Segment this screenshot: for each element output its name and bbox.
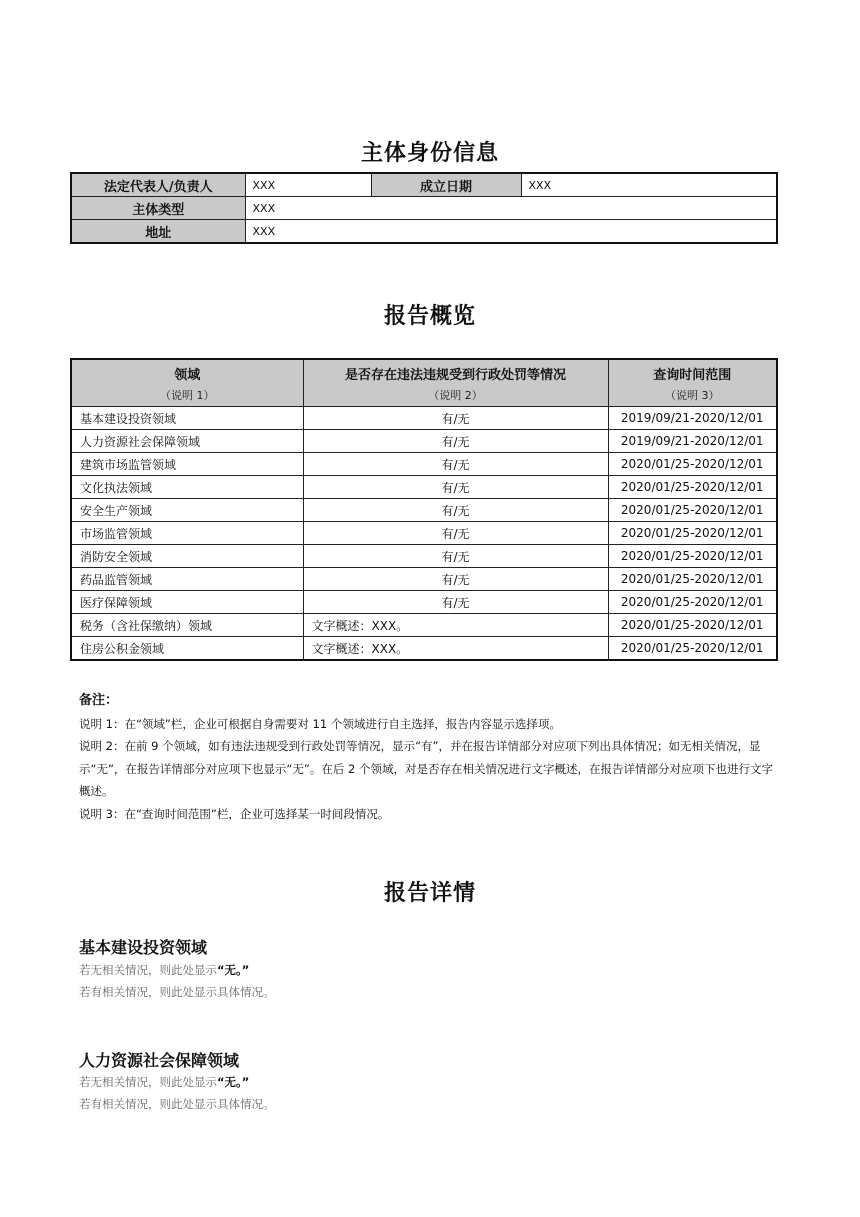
row-status: 有/无 <box>303 453 608 476</box>
notes-title: 备注： <box>79 693 119 708</box>
detail-section-title: 人力资源社会保障领域 <box>79 1051 240 1070</box>
row-status: 有/无 <box>303 499 608 522</box>
header-domain-sub: （说明 1） <box>160 388 215 402</box>
table-row <box>71 220 777 244</box>
row-range: 2020/01/25-2020/12/01 <box>608 476 777 499</box>
row-range: 2020/01/25-2020/12/01 <box>608 453 777 476</box>
header-domain <box>71 359 303 407</box>
row-status: 有/无 <box>303 430 608 453</box>
row-domain: 基本建设投资领域 <box>71 407 303 430</box>
row-domain: 建筑市场监管领域 <box>71 453 303 476</box>
detail-section-line <box>79 962 249 978</box>
row-domain: 人力资源社会保障领域 <box>71 430 303 453</box>
header-penalty-label: 是否存在违法违规受到行政处罚等情况 <box>344 367 566 383</box>
address-value: XXX <box>245 220 777 244</box>
detail-line-emph: “无。” <box>217 1075 250 1089</box>
row-status: 有/无 <box>303 407 608 430</box>
row-domain: 文化执法领域 <box>71 476 303 499</box>
row-range: 2020/01/25-2020/12/01 <box>608 614 777 637</box>
detail-line-prefix: 若无相关情况，则此处显示 <box>79 1075 217 1089</box>
detail-section-line: 若有相关情况，则此处显示具体情况。 <box>79 985 275 999</box>
row-domain: 市场监管领域 <box>71 522 303 545</box>
overview-title: 报告概览 <box>383 304 476 329</box>
legal-rep-value: XXX <box>245 173 371 197</box>
identity-table <box>70 172 778 244</box>
row-range: 2020/01/25-2020/12/01 <box>608 568 777 591</box>
table-row <box>71 591 777 614</box>
address-label: 地址 <box>71 220 245 244</box>
row-range: 2020/01/25-2020/12/01 <box>608 637 777 661</box>
row-domain: 安全生产领域 <box>71 499 303 522</box>
row-status: 有/无 <box>303 591 608 614</box>
table-row <box>71 545 777 568</box>
legal-rep-label: 法定代表人/负责人 <box>71 173 245 197</box>
row-status: 有/无 <box>303 568 608 591</box>
header-domain-label: 领域 <box>174 367 201 383</box>
note-1: 说明 1：在“领域”栏，企业可根据自身需要对 11 个领域进行自主选择，报告内容显示选择项。 <box>79 716 561 731</box>
notes-block <box>79 690 779 825</box>
details-title: 报告详情 <box>383 881 476 906</box>
row-range: 2019/09/21-2020/12/01 <box>608 407 777 430</box>
table-row <box>71 453 777 476</box>
row-domain: 药品监管领域 <box>71 568 303 591</box>
type-label: 主体类型 <box>71 197 245 220</box>
table-header-row <box>71 359 777 407</box>
row-range: 2020/01/25-2020/12/01 <box>608 522 777 545</box>
row-domain: 医疗保障领域 <box>71 591 303 614</box>
note-3: 说明 3：在“查询时间范围”栏，企业可选择某一时间段情况。 <box>79 806 390 821</box>
detail-line-emph: “无。” <box>217 963 250 977</box>
row-status: 有/无 <box>303 545 608 568</box>
identity-title: 主体身份信息 <box>360 141 499 166</box>
header-range <box>608 359 777 407</box>
table-row <box>71 499 777 522</box>
row-domain: 税务（含社保缴纳）领域 <box>71 614 303 637</box>
row-status: 有/无 <box>303 476 608 499</box>
row-domain: 住房公积金领域 <box>71 637 303 661</box>
table-row <box>71 407 777 430</box>
table-row <box>71 476 777 499</box>
row-range: 2019/09/21-2020/12/01 <box>608 430 777 453</box>
table-row <box>71 430 777 453</box>
header-range-label: 查询时间范围 <box>653 367 732 383</box>
row-status: 有/无 <box>303 522 608 545</box>
table-row <box>71 197 777 220</box>
table-row <box>71 173 777 197</box>
header-penalty <box>303 359 608 407</box>
table-row <box>71 522 777 545</box>
detail-line-prefix: 若无相关情况，则此处显示 <box>79 963 217 977</box>
detail-section-line: 若有相关情况，则此处显示具体情况。 <box>79 1097 275 1111</box>
row-range: 2020/01/25-2020/12/01 <box>608 591 777 614</box>
row-status: 文字概述：XXX。 <box>303 614 608 637</box>
detail-section-line <box>79 1074 249 1090</box>
row-domain: 消防安全领域 <box>71 545 303 568</box>
table-row <box>71 614 777 637</box>
type-value: XXX <box>245 197 777 220</box>
founded-value: XXX <box>521 173 777 197</box>
detail-section-title: 基本建设投资领域 <box>79 938 208 957</box>
header-range-sub: （说明 3） <box>665 388 720 402</box>
overview-table <box>70 358 778 661</box>
table-row <box>71 637 777 661</box>
row-range: 2020/01/25-2020/12/01 <box>608 499 777 522</box>
founded-label: 成立日期 <box>371 173 521 197</box>
note-2: 说明 2：在前 9 个领域，如有违法违规受到行政处罚等情况，显示“有”，并在报告详情部分对应项下列出具体情况；如无相关情况，显示“无”，在报告详情部分对应项下也显示“无”。在后 2 个领域，对是否存在相关情况进行文字概述，在报告详情部分对应项下也进行文字概述。 <box>79 739 773 798</box>
row-status: 文字概述：XXX。 <box>303 637 608 661</box>
header-penalty-sub: （说明 2） <box>428 388 483 402</box>
table-row <box>71 568 777 591</box>
row-range: 2020/01/25-2020/12/01 <box>608 545 777 568</box>
